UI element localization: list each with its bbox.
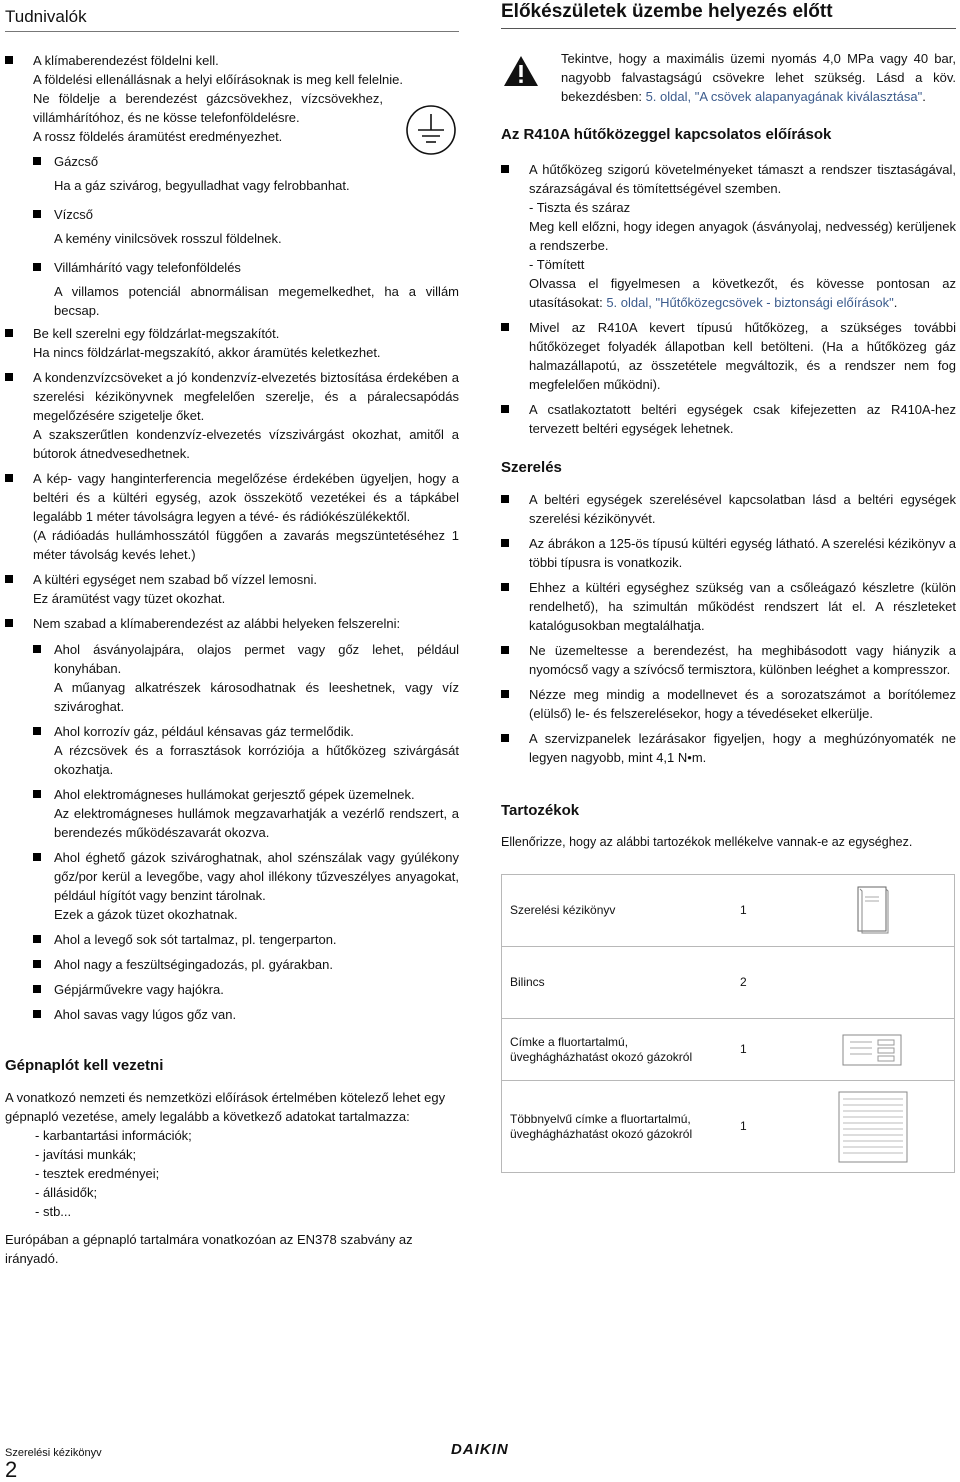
- bullet-interference: [5, 469, 459, 564]
- item-text: A villamos potenciál abnormálisan megemelkedhet, ha a villám becsap.: [54, 284, 459, 318]
- text-line: Ahol savas vagy lúgos gőz van.: [54, 1007, 237, 1022]
- section-title-tudnivalok: Tudnivalók: [5, 0, 459, 32]
- text-line: Az elektromágneses hullámok megzavarhatják a vezérlő rendszert, a berendezés működészavarát okozva.: [54, 806, 459, 840]
- dash-body: Olvassa el figyelmesen a következőt, és kövesse pontosan az utasításokat:: [529, 276, 956, 310]
- section-title-preparation: Előkészületek üzembe helyezés előtt: [501, 0, 956, 29]
- text-line: A kép- vagy hanginterferencia megelőzése érdekében ügyeljen, hogy a beltéri és a kültéri egység, azok összekötő vezetékei és a tápkábel legalább 1 méter távolságra legyen a tévé- és rádiókészülékektől.: [33, 471, 459, 524]
- text-line: Mivel az R410A kevert típusú hűtőközeg, a szükséges további hűtőközeget folyadék állapotban kell betölteni. (Ha a hűtőközeg gáz halmazállapotú, az összetétele megváltozik, és a rendszer nem fog megfelelően működni).: [529, 320, 956, 392]
- earthing-bullet: [5, 51, 459, 146]
- item-title: Villámhárító vagy telefonföldelés: [54, 260, 241, 275]
- footer-doc-title: Szerelési kézikönyv: [5, 1447, 102, 1459]
- text-line: A klímaberendezést földelni kell.: [33, 53, 219, 68]
- text-line: Meg kell előzni, hogy idegen anyagok (ásványolaj, nedvesség) kerüljenek a rendszerbe.: [529, 219, 956, 253]
- text-line: Nem szabad a klímaberendezést az alábbi helyeken felszerelni:: [33, 616, 401, 631]
- text-line: A szakszerűtlen kondenzvíz-elvezetés vízszivárgást okozhat, amitől a bútorok átnedvesedhetnek.: [33, 427, 459, 461]
- safety-link[interactable]: 5. oldal, "Hűtőközegcsövek - biztonsági előírások": [606, 295, 894, 310]
- text-line: A kondenzvízcsöveket a jó kondenzvíz-elvezetés biztosítása érdekében a szerelési kézikönyvnek megfelelően szerelje, és a páralecsapódás megelőzésére szigetelje őket.: [33, 370, 459, 423]
- item-title: Vízcső: [54, 207, 94, 222]
- accessory-name: Címke a fluortartalmú, üveghágházhatást okozó gázokról: [502, 1019, 711, 1081]
- r410a-bullet-2: [501, 318, 956, 394]
- item-text: Ha a gáz szivárog, begyulladhat vagy felrobbanhat.: [54, 178, 350, 193]
- earthing-item-lightning: [33, 258, 459, 320]
- text-line: Ezek a gázok tüzet okozhatnak.: [54, 907, 238, 922]
- place-item: [33, 930, 459, 949]
- install-item: [501, 641, 956, 679]
- text-line: A csatlakoztatott beltéri egységek csak kifejezetten az R410A-hez tervezett beltéri egységek lehetnek.: [529, 402, 956, 436]
- text-line: Ehhez a kültéri egységhez szükség van a csőleágazó készletre (külön rendelhető), ha szimultán működést rendszert lát el. A részleteket katalógusokban megtalálhatja.: [529, 580, 956, 633]
- daikin-logo: DAIKIN: [451, 1441, 509, 1458]
- text-line: [529, 274, 956, 312]
- list-item: - tesztek eredményei;: [35, 1164, 459, 1183]
- install-item: [501, 578, 956, 635]
- manual-booklet-icon: [852, 883, 892, 937]
- warning-body: Tekintve, hogy a maximális üzemi nyomás 4,0 MPa vagy 40 bar, nagyobb falvastagságú csövekre lehet szükség. Lásd a köv. bekezdésben:: [561, 51, 956, 104]
- section-title-r410a: Az R410A hűtőközeggel kapcsolatos előírások: [501, 126, 832, 143]
- text-line: Ahol a levegő sok sót tartalmaz, pl. tengerparton.: [54, 932, 337, 947]
- accessory-name: Többnyelvű címke a fluortartalmú, üveghágházhatást okozó gázokról: [502, 1081, 711, 1173]
- dash-title: - Tiszta és száraz: [529, 198, 956, 217]
- bullet-forbidden-places: [5, 614, 459, 633]
- logbook-intro: A vonatkozó nemzeti és nemzetközi előírások értelmében kötelező lehet egy gépnapló vezetése, amely legalább a következő adatokat tartalmazza:: [5, 1090, 446, 1124]
- list-item: - karbantartási információk;: [35, 1126, 459, 1145]
- earthing-item-gas: [33, 152, 459, 195]
- accessory-name: Bilincs: [502, 947, 711, 1019]
- warning-text: [561, 49, 956, 106]
- place-item: [33, 955, 459, 974]
- bullet-rcd: [5, 324, 459, 362]
- accessories-table: [501, 874, 955, 1173]
- item-title: Gázcső: [54, 154, 99, 169]
- right-column: [501, 0, 956, 1173]
- place-item: [33, 785, 459, 842]
- install-item: [501, 534, 956, 572]
- accessory-qty: 1: [710, 1019, 808, 1081]
- accessories-intro: Ellenőrizze, hogy az alábbi tartozékok mellékelve vannak-e az egységhez.: [501, 835, 913, 849]
- accessory-image-cell: [808, 1019, 955, 1081]
- accessory-image-cell: [808, 1081, 955, 1173]
- place-item: [33, 848, 459, 924]
- text-line: A rossz földelés áramütést eredményezhet.: [33, 129, 283, 144]
- text-line: Az ábrákon a 125-ös típusú kültéri egység látható. A szerelési kézikönyv a többi típusra is vonatkozik.: [529, 536, 956, 570]
- page-number: 2: [5, 1457, 18, 1482]
- table-row: [502, 1019, 955, 1081]
- table-row: [502, 947, 955, 1019]
- list-item: - állásidők;: [35, 1183, 459, 1202]
- text-line: A beltéri egységek szerelésével kapcsolatban lásd a beltéri egységek szerelési kézikönyvét.: [529, 492, 956, 526]
- text-line: A kültéri egységet nem szabad bő vízzel lemosni.: [33, 572, 317, 587]
- fluor-label-icon: [842, 1034, 902, 1066]
- text-line: (A rádióadás hullámhosszától függően a zavarás megszüntetéséhez 1 méter távolság kevés lehet.): [33, 528, 459, 562]
- accessory-name: Szerelési kézikönyv: [502, 875, 711, 947]
- list-item: - javítási munkák;: [35, 1145, 459, 1164]
- install-item: [501, 685, 956, 723]
- accessory-qty: 2: [710, 947, 808, 1019]
- text-line: Ne földelje a berendezést gázcsövekhez, vízcsövekhez, villámhárítóhoz, és ne kösse telefonföldelésre.: [33, 91, 383, 125]
- text-line: A hűtőközeg szigorú követelményeket támaszt a rendszer tisztaságával, szárazságával és tömítettségével szemben.: [529, 162, 956, 196]
- logbook-list: [5, 1126, 459, 1221]
- dash-title: - Tömített: [529, 255, 956, 274]
- text-line: A szervizpanelek lezárásakor figyeljen, hogy a meghúzónyomaték ne legyen nagyobb, mint 4,1 N•m.: [529, 731, 956, 765]
- text-line: Ne üzemeltesse a berendezést, ha meghibásodott vagy hiányzik a nyomócső vagy a szívócső termisztora, különben leéghet a kompresszor.: [529, 643, 956, 677]
- r410a-bullet-3: [501, 400, 956, 438]
- place-item: [33, 640, 459, 716]
- install-item: [501, 490, 956, 528]
- text-line: Ahol elektromágneses hullámokat gerjesztő gépek üzemelnek.: [54, 787, 415, 802]
- warning-end: .: [922, 89, 926, 104]
- install-item: [501, 729, 956, 767]
- bullet-washing: [5, 570, 459, 608]
- place-item: [33, 1005, 459, 1024]
- accessory-image-cell: [808, 947, 955, 1019]
- text-line: Gépjárművekre vagy hajókra.: [54, 982, 224, 997]
- text-line: A földelési ellenállásnak a helyi előírásoknak is meg kell felelnie.: [33, 72, 403, 87]
- section-title-accessories: Tartozékok: [501, 802, 580, 819]
- left-column: [5, 0, 459, 1268]
- place-item: [33, 980, 459, 999]
- text-line: Ahol ásványolajpára, olajos permet vagy gőz lehet, például konyhában.: [54, 642, 459, 676]
- item-text: A kemény vinilcsövek rosszul földelnek.: [54, 231, 282, 246]
- text-line: Ahol éghető gázok szivároghatnak, ahol szénszálak vagy gyúlékony gőz/por kerül a levegőbe, vagy ahol illékony tűzveszélyes anyagokat, például hígítót vagy benzint tárolnak.: [54, 850, 459, 903]
- earthing-item-water: [33, 205, 459, 248]
- warning-block: [501, 49, 956, 106]
- dash-end: .: [893, 295, 898, 310]
- bullet-drain: [5, 368, 459, 463]
- text-line: Ez áramütést vagy tüzet okozhat.: [33, 591, 226, 606]
- text-line: Ahol nagy a feszültségingadozás, pl. gyárakban.: [54, 957, 333, 972]
- text-line: Be kell szerelni egy földzárlat-megszakítót.: [33, 326, 280, 341]
- text-line: Nézze meg mindig a modellnevet és a sorozatszámot a borítólemez (elülső) le- és felszerelésekor, hogy a tévedéseket elkerülje.: [529, 687, 956, 721]
- multilingual-label-icon: [838, 1091, 908, 1163]
- text-line: A rézcsövek és a forrasztások korróziója a hűtőközeg szivárgását okozhatja.: [54, 743, 459, 777]
- table-row: [502, 875, 955, 947]
- warning-link[interactable]: 5. oldal, "A csövek alapanyagának kiválasztása": [645, 89, 923, 104]
- table-row: [502, 1081, 955, 1173]
- warning-icon: [503, 55, 539, 87]
- accessory-qty: 1: [710, 1081, 808, 1173]
- text-line: Ha nincs földzárlat-megszakító, akkor áramütés keletkezhet.: [33, 345, 381, 360]
- text-line: A műanyag alkatrészek károsodhatnak és leeshetnek, vagy víz szivároghat.: [54, 680, 459, 714]
- section-title-install: Szerelés: [501, 459, 562, 476]
- accessory-image-cell: [808, 875, 955, 947]
- r410a-bullet-1: [501, 160, 956, 312]
- place-item: [33, 722, 459, 779]
- earthing-block: [5, 51, 459, 320]
- text-line: Ahol korrozív gáz, például kénsavas gáz termelődik.: [54, 724, 354, 739]
- list-item: - stb...: [35, 1202, 459, 1221]
- section-title-logbook: Gépnaplót kell vezetni: [5, 1057, 164, 1074]
- logbook-outro: Európában a gépnapló tartalmára vonatkozóan az EN378 szabvány az irányadó.: [5, 1232, 413, 1266]
- accessory-qty: 1: [710, 875, 808, 947]
